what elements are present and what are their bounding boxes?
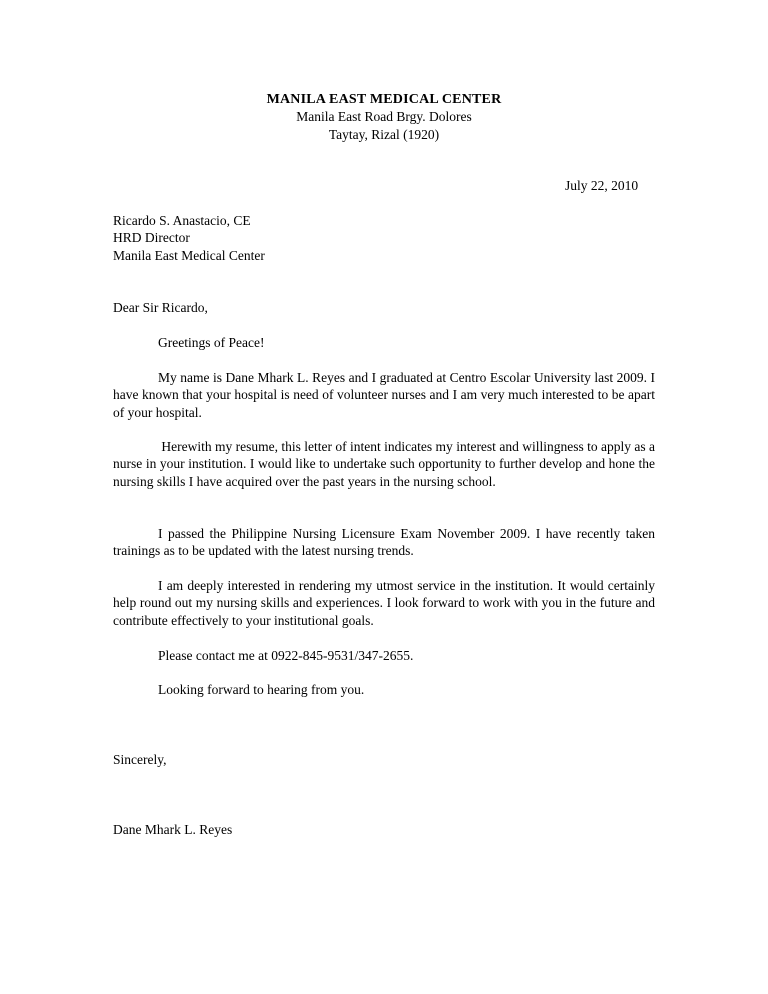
paragraph-introduction: My name is Dane Mhark L. Reyes and I graduated at Centro Escolar University last 2009. I have known that your hospital is need of volunteer nurses and I am very much interested to be apart of your hospital. [113, 370, 655, 420]
closing: Sincerely, [113, 752, 167, 767]
signer-name: Dane Mhark L. Reyes [113, 822, 233, 837]
paragraph-interest: I am deeply interested in rendering my utmost service in the institution. It would certainly help round out my nursing skills and experiences. I look forward to work with you in the future and contribute effectively to your institutional goals. [113, 578, 655, 628]
address-line-2: Taytay, Rizal (1920) [328, 126, 440, 142]
address-line-1: Manila East Road Brgy. Dolores [296, 109, 472, 125]
recipient-block [113, 212, 265, 264]
recipient-name: Ricardo S. Anastacio, CE [113, 213, 251, 228]
paragraph-licensure: I passed the Philippine Nursing Licensure Exam November 2009. I have recently taken trainings as to be updated with the latest nursing trends. [113, 526, 655, 559]
organization-name: MANILA EAST MEDICAL CENTER [266, 92, 502, 107]
recipient-organization: Manila East Medical Center [113, 247, 265, 263]
paragraph-closing-remark: Looking forward to hearing from you. [158, 682, 365, 697]
paragraph-contact: Please contact me at 0922-845-9531/347-2655. [158, 648, 414, 663]
paragraph-intent: Herewith my resume, this letter of intent indicates my interest and willingness to apply as a nurse in your institution. I would like to undertake such opportunity to further develop and hone the nursing skills I have acquired over the past years in the nursing school. [113, 439, 659, 489]
letter-date: July 22, 2010 [565, 178, 639, 193]
paragraph-greeting: Greetings of Peace! [158, 335, 265, 350]
letterhead [0, 91, 768, 143]
salutation: Dear Sir Ricardo, [113, 300, 208, 315]
recipient-title: HRD Director [113, 230, 190, 246]
